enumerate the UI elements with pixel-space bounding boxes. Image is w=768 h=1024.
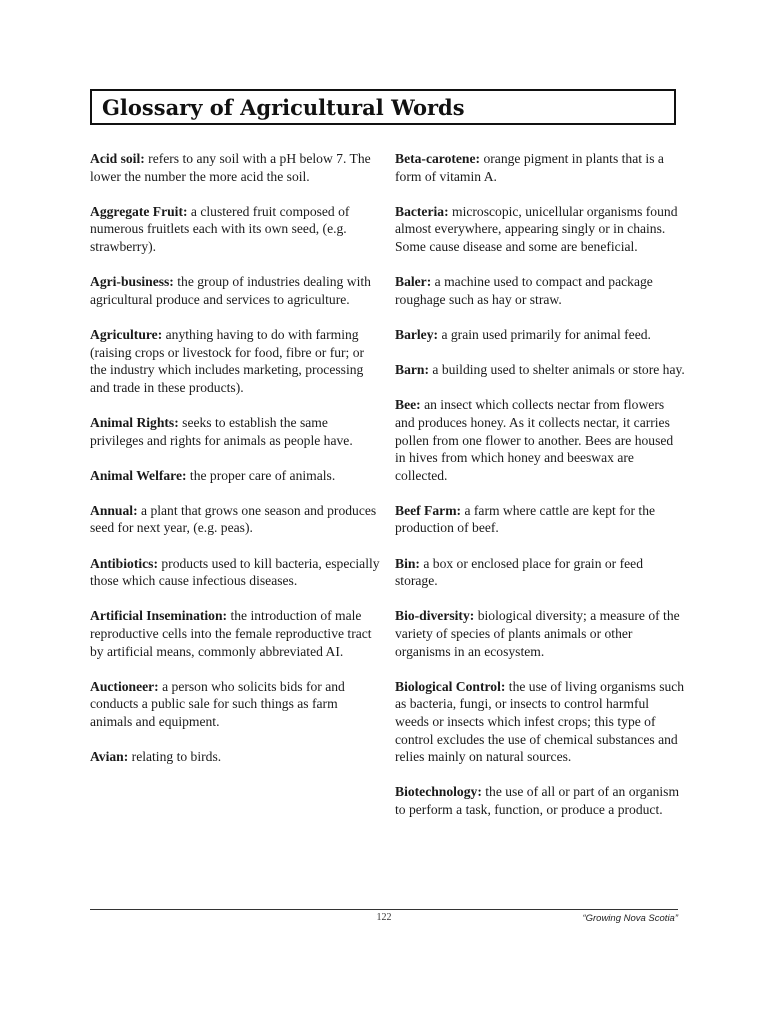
entry-definition: a plant that grows one season and produces seed for next year, (e.g. peas). bbox=[90, 502, 377, 536]
entry-definition: the introduction of male reproductive cells into the female reproductive tract by artificial means, commonly abbreviated AI. bbox=[90, 608, 372, 659]
entry-definition: seeks to establish the same privileges and rights for animals as people have. bbox=[90, 414, 353, 448]
glossary-entry bbox=[395, 150, 685, 185]
entry-term: Artificial Insemination: bbox=[90, 608, 228, 624]
entry-definition: a box or enclosed place for grain or feed storage. bbox=[395, 555, 643, 589]
entry-definition: an insect which collects nectar from flowers and produces honey. As it collects nectar, it carries pollen from one flower to another. Bees are housed in hives from which honey and beeswax are collected. bbox=[395, 397, 674, 483]
page-number: 122 bbox=[376, 912, 392, 923]
glossary-entry bbox=[395, 502, 685, 537]
entry-definition: relating to birds. bbox=[128, 749, 222, 765]
glossary-entry bbox=[395, 783, 685, 818]
entry-term: Animal Rights: bbox=[90, 414, 179, 430]
glossary-column-left bbox=[90, 150, 380, 783]
entry-term: Bacteria: bbox=[395, 203, 449, 219]
entry-definition: a person who solicits bids for and conducts a public sale for such things as farm animals and equipment. bbox=[90, 678, 345, 729]
entry-definition: anything having to do with farming (raising crops or livestock for food, fibre or fur; or the industry which includes marketing, processing and trade in these products). bbox=[90, 326, 365, 395]
footer-credit: “Growing Nova Scotia” bbox=[582, 913, 678, 924]
glossary-entry bbox=[90, 203, 380, 256]
page-title: Glossary of Agricultural Words bbox=[102, 95, 465, 120]
entry-term: Baler: bbox=[395, 274, 432, 290]
glossary-entry bbox=[90, 502, 380, 537]
glossary-entry bbox=[90, 748, 380, 766]
glossary-entry bbox=[395, 326, 685, 344]
glossary-entry bbox=[90, 414, 380, 449]
footer-divider bbox=[90, 909, 678, 910]
glossary-entry bbox=[395, 607, 685, 660]
entry-term: Aggregate Fruit: bbox=[90, 203, 188, 219]
glossary-entry bbox=[395, 273, 685, 308]
entry-term: Auctioneer: bbox=[90, 678, 159, 694]
glossary-entry bbox=[90, 273, 380, 308]
entry-term: Agri-business: bbox=[90, 274, 174, 290]
entry-definition: the group of industries dealing with agricultural produce and services to agriculture. bbox=[90, 274, 371, 307]
entry-definition: the use of living organisms such as bacteria, fungi, or insects to control harmful weeds or insects which infest crops; this type of control excludes the use of chemical substances and relies mainly on natural sources. bbox=[395, 678, 685, 765]
entry-term: Bio-diversity: bbox=[395, 608, 475, 624]
glossary-entry bbox=[395, 678, 685, 766]
entry-definition: products used to kill bacteria, especially those which cause infectious diseases. bbox=[90, 555, 380, 589]
title-box bbox=[90, 89, 676, 125]
entry-term: Antibiotics: bbox=[90, 555, 158, 571]
entry-definition: orange pigment in plants that is a form of vitamin A. bbox=[395, 151, 664, 184]
glossary-entry bbox=[395, 361, 685, 379]
entry-term: Biotechnology: bbox=[395, 784, 482, 800]
entry-definition: a building used to shelter animals or store hay. bbox=[428, 362, 685, 378]
glossary-entry bbox=[395, 555, 685, 590]
entry-term: Beef Farm: bbox=[395, 502, 462, 518]
entry-term: Agriculture: bbox=[90, 326, 163, 342]
entry-term: Bin: bbox=[395, 555, 420, 571]
glossary-entry bbox=[90, 607, 380, 660]
entry-definition: a clustered fruit composed of numerous fruitlets each with its own seed, (e.g. strawberry). bbox=[90, 203, 350, 254]
glossary-entry bbox=[90, 555, 380, 590]
entry-definition: refers to any soil with a pH below 7. The lower the number the more acid the soil. bbox=[90, 151, 371, 184]
entry-term: Avian: bbox=[90, 749, 129, 765]
glossary-entry bbox=[90, 326, 380, 396]
glossary-entry bbox=[395, 203, 685, 256]
glossary-entry bbox=[90, 678, 380, 731]
entry-term: Barley: bbox=[395, 326, 439, 342]
entry-term: Acid soil: bbox=[90, 151, 145, 166]
entry-definition: the use of all or part of an organism to perform a task, function, or produce a product. bbox=[395, 784, 680, 817]
entry-definition: microscopic, unicellular organisms found almost everywhere, appearing singly or in chains. Some cause disease and some are beneficial. bbox=[395, 203, 678, 254]
entry-term: Annual: bbox=[90, 502, 138, 518]
entry-term: Barn: bbox=[395, 362, 429, 378]
glossary-entry bbox=[90, 150, 380, 185]
entry-term: Beta-carotene: bbox=[395, 151, 481, 166]
entry-definition: biological diversity; a measure of the variety of species of plants animals or other organisms in an ecosystem. bbox=[395, 608, 680, 659]
entry-definition: the proper care of animals. bbox=[186, 467, 336, 483]
entry-definition: a machine used to compact and package roughage such as hay or straw. bbox=[395, 274, 653, 307]
glossary-entry bbox=[90, 467, 380, 485]
entry-definition: a farm where cattle are kept for the production of beef. bbox=[395, 502, 656, 536]
entry-term: Biological Control: bbox=[395, 678, 506, 694]
entry-definition: a grain used primarily for animal feed. bbox=[438, 326, 651, 342]
glossary-column-right bbox=[395, 150, 685, 836]
entry-term: Animal Welfare: bbox=[90, 467, 187, 483]
entry-term: Bee: bbox=[395, 397, 421, 413]
glossary-entry bbox=[395, 396, 685, 484]
